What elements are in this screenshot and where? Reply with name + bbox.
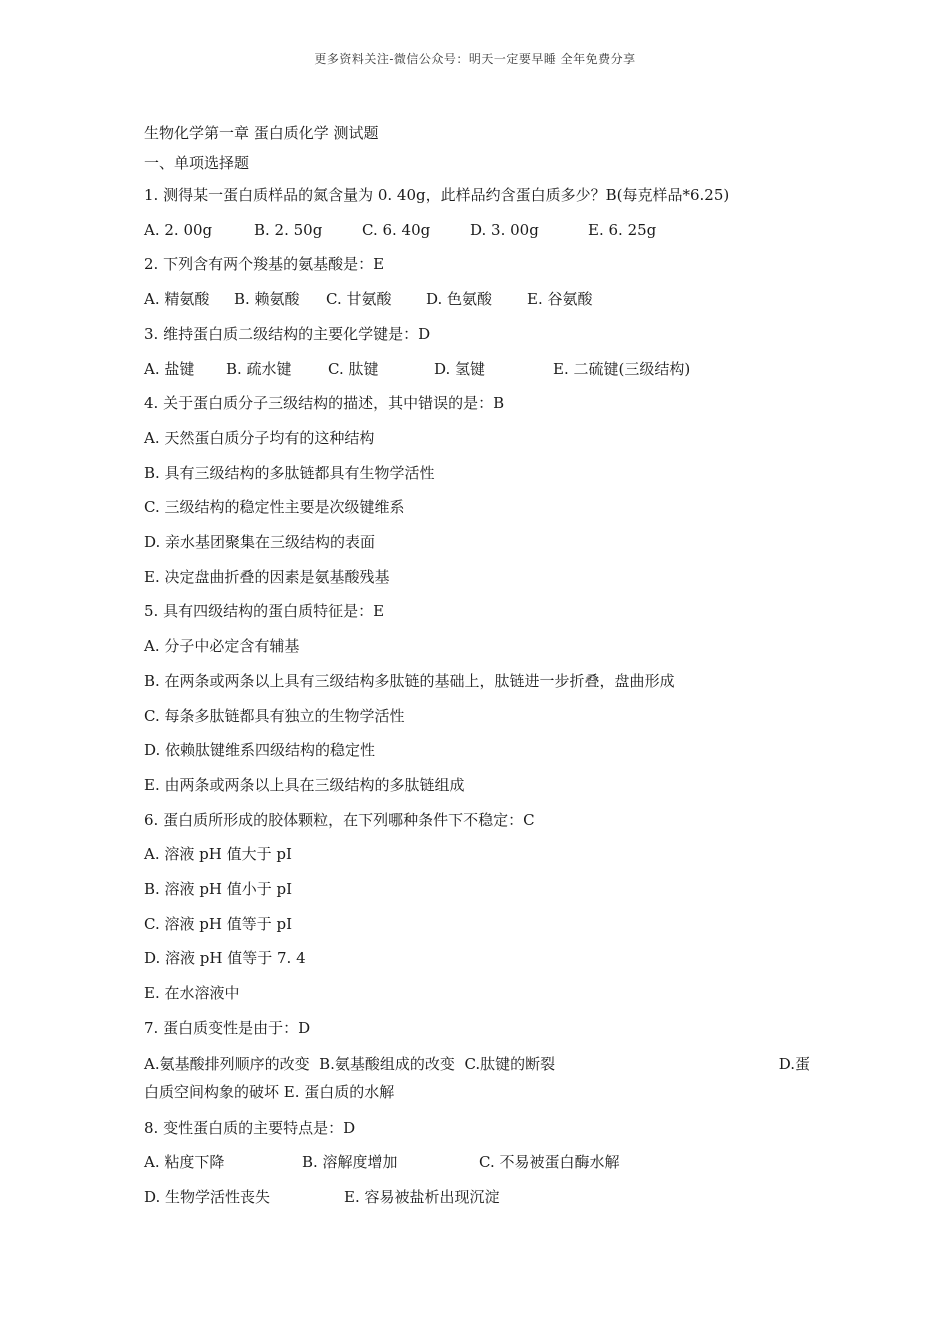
- question-7-options-line-2: 白质空间构象的破坏 E. 蛋白质的水解: [144, 1083, 395, 1102]
- option-a: A. 溶液 pH 值大于 pI: [144, 845, 292, 864]
- option-b: B. 赖氨酸: [234, 290, 300, 309]
- option-c: C. 不易被蛋白酶水解: [479, 1153, 620, 1172]
- option-a: A. 2. 00g: [144, 220, 213, 239]
- option-c: C. 6. 40g: [362, 220, 431, 239]
- option-d: D. 依赖肽键维系四级结构的稳定性: [144, 741, 376, 760]
- document-body: [144, 118, 824, 1215]
- option-b: B. 溶液 pH 值小于 pI: [144, 880, 293, 899]
- question-5: 5. 具有四级结构的蛋白质特征是：E: [144, 602, 385, 621]
- option-d: D. 氢键: [434, 359, 486, 378]
- option-c: C. 三级结构的稳定性主要是次级键维系: [144, 498, 405, 517]
- option-e: E. 二硫键(三级结构): [553, 359, 691, 378]
- option-d: D. 生物学活性丧失: [144, 1187, 271, 1206]
- option-e: E. 谷氨酸: [527, 290, 593, 309]
- question-7: 7. 蛋白质变性是由于：D: [144, 1018, 311, 1037]
- document-title: 生物化学第一章 蛋白质化学 测试题: [144, 124, 379, 142]
- question-7-options: [144, 1050, 824, 1107]
- question-2: 2. 下列含有两个羧基的氨基酸是：E: [144, 255, 385, 274]
- option-a: A. 分子中必定含有辅基: [144, 637, 300, 656]
- section-heading: 一、单项选择题: [144, 154, 250, 172]
- option-a: A. 粘度下降: [144, 1153, 225, 1172]
- option-d: D. 亲水基团聚集在三级结构的表面: [144, 533, 376, 552]
- option-c: C. 甘氨酸: [326, 290, 392, 309]
- question-1: 1. 测得某一蛋白质样品的氮含量为 0. 40g，此样品约含蛋白质多少？B(每克样品*6.25): [144, 186, 730, 204]
- question-6: 6. 蛋白质所形成的胶体颗粒，在下列哪种条件下不稳定：C: [144, 810, 535, 829]
- option-b: B. 2. 50g: [254, 220, 323, 239]
- option-b: B. 疏水键: [226, 359, 292, 378]
- question-1-options: [144, 213, 824, 248]
- page-header: 更多资料关注-微信公众号：明天一定要早睡 全年免费分享: [314, 52, 636, 66]
- option-d: D. 3. 00g: [470, 220, 539, 239]
- option-a: A. 天然蛋白质分子均有的这种结构: [144, 428, 375, 447]
- option-c: C. 溶液 pH 值等于 pI: [144, 914, 292, 933]
- option-b: B. 具有三级结构的多肽链都具有生物学活性: [144, 463, 435, 482]
- question-4: 4. 关于蛋白质分子三级结构的描述，其中错误的是：B: [144, 394, 505, 413]
- option-a: A. 精氨酸: [144, 290, 210, 309]
- option-c: C. 肽键: [328, 359, 379, 378]
- question-3-options: [144, 352, 824, 387]
- question-8-options-row-2: [144, 1180, 824, 1215]
- option-b: B. 溶解度增加: [302, 1153, 398, 1172]
- option-d: D. 溶液 pH 值等于 7. 4: [144, 949, 306, 968]
- option-b: B. 在两条或两条以上具有三级结构多肽链的基础上，肽链进一步折叠，盘曲形成: [144, 671, 675, 690]
- option-e: E. 由两条或两条以上具在三级结构的多肽链组成: [144, 775, 465, 794]
- question-3: 3. 维持蛋白质二级结构的主要化学键是：D: [144, 324, 431, 343]
- question-8: 8. 变性蛋白质的主要特点是：D: [144, 1118, 356, 1137]
- option-c: C. 每条多肽链都具有独立的生物学活性: [144, 706, 405, 725]
- option-e: E. 在水溶液中: [144, 984, 240, 1003]
- option-e: E. 决定盘曲折叠的因素是氨基酸残基: [144, 567, 390, 586]
- option-a: A. 盐键: [144, 359, 195, 378]
- option-e: E. 容易被盐析出现沉淀: [344, 1187, 500, 1206]
- question-2-options: [144, 282, 824, 317]
- question-7-options-line-1: A.氨基酸排列顺序的改变 B.氨基酸组成的改变 C.肽键的断裂: [144, 1054, 556, 1073]
- option-e: E. 6. 25g: [588, 220, 657, 239]
- question-8-options-row-1: [144, 1145, 824, 1180]
- question-7-option-d-start: D.蛋: [778, 1054, 810, 1073]
- option-d: D. 色氨酸: [426, 290, 493, 309]
